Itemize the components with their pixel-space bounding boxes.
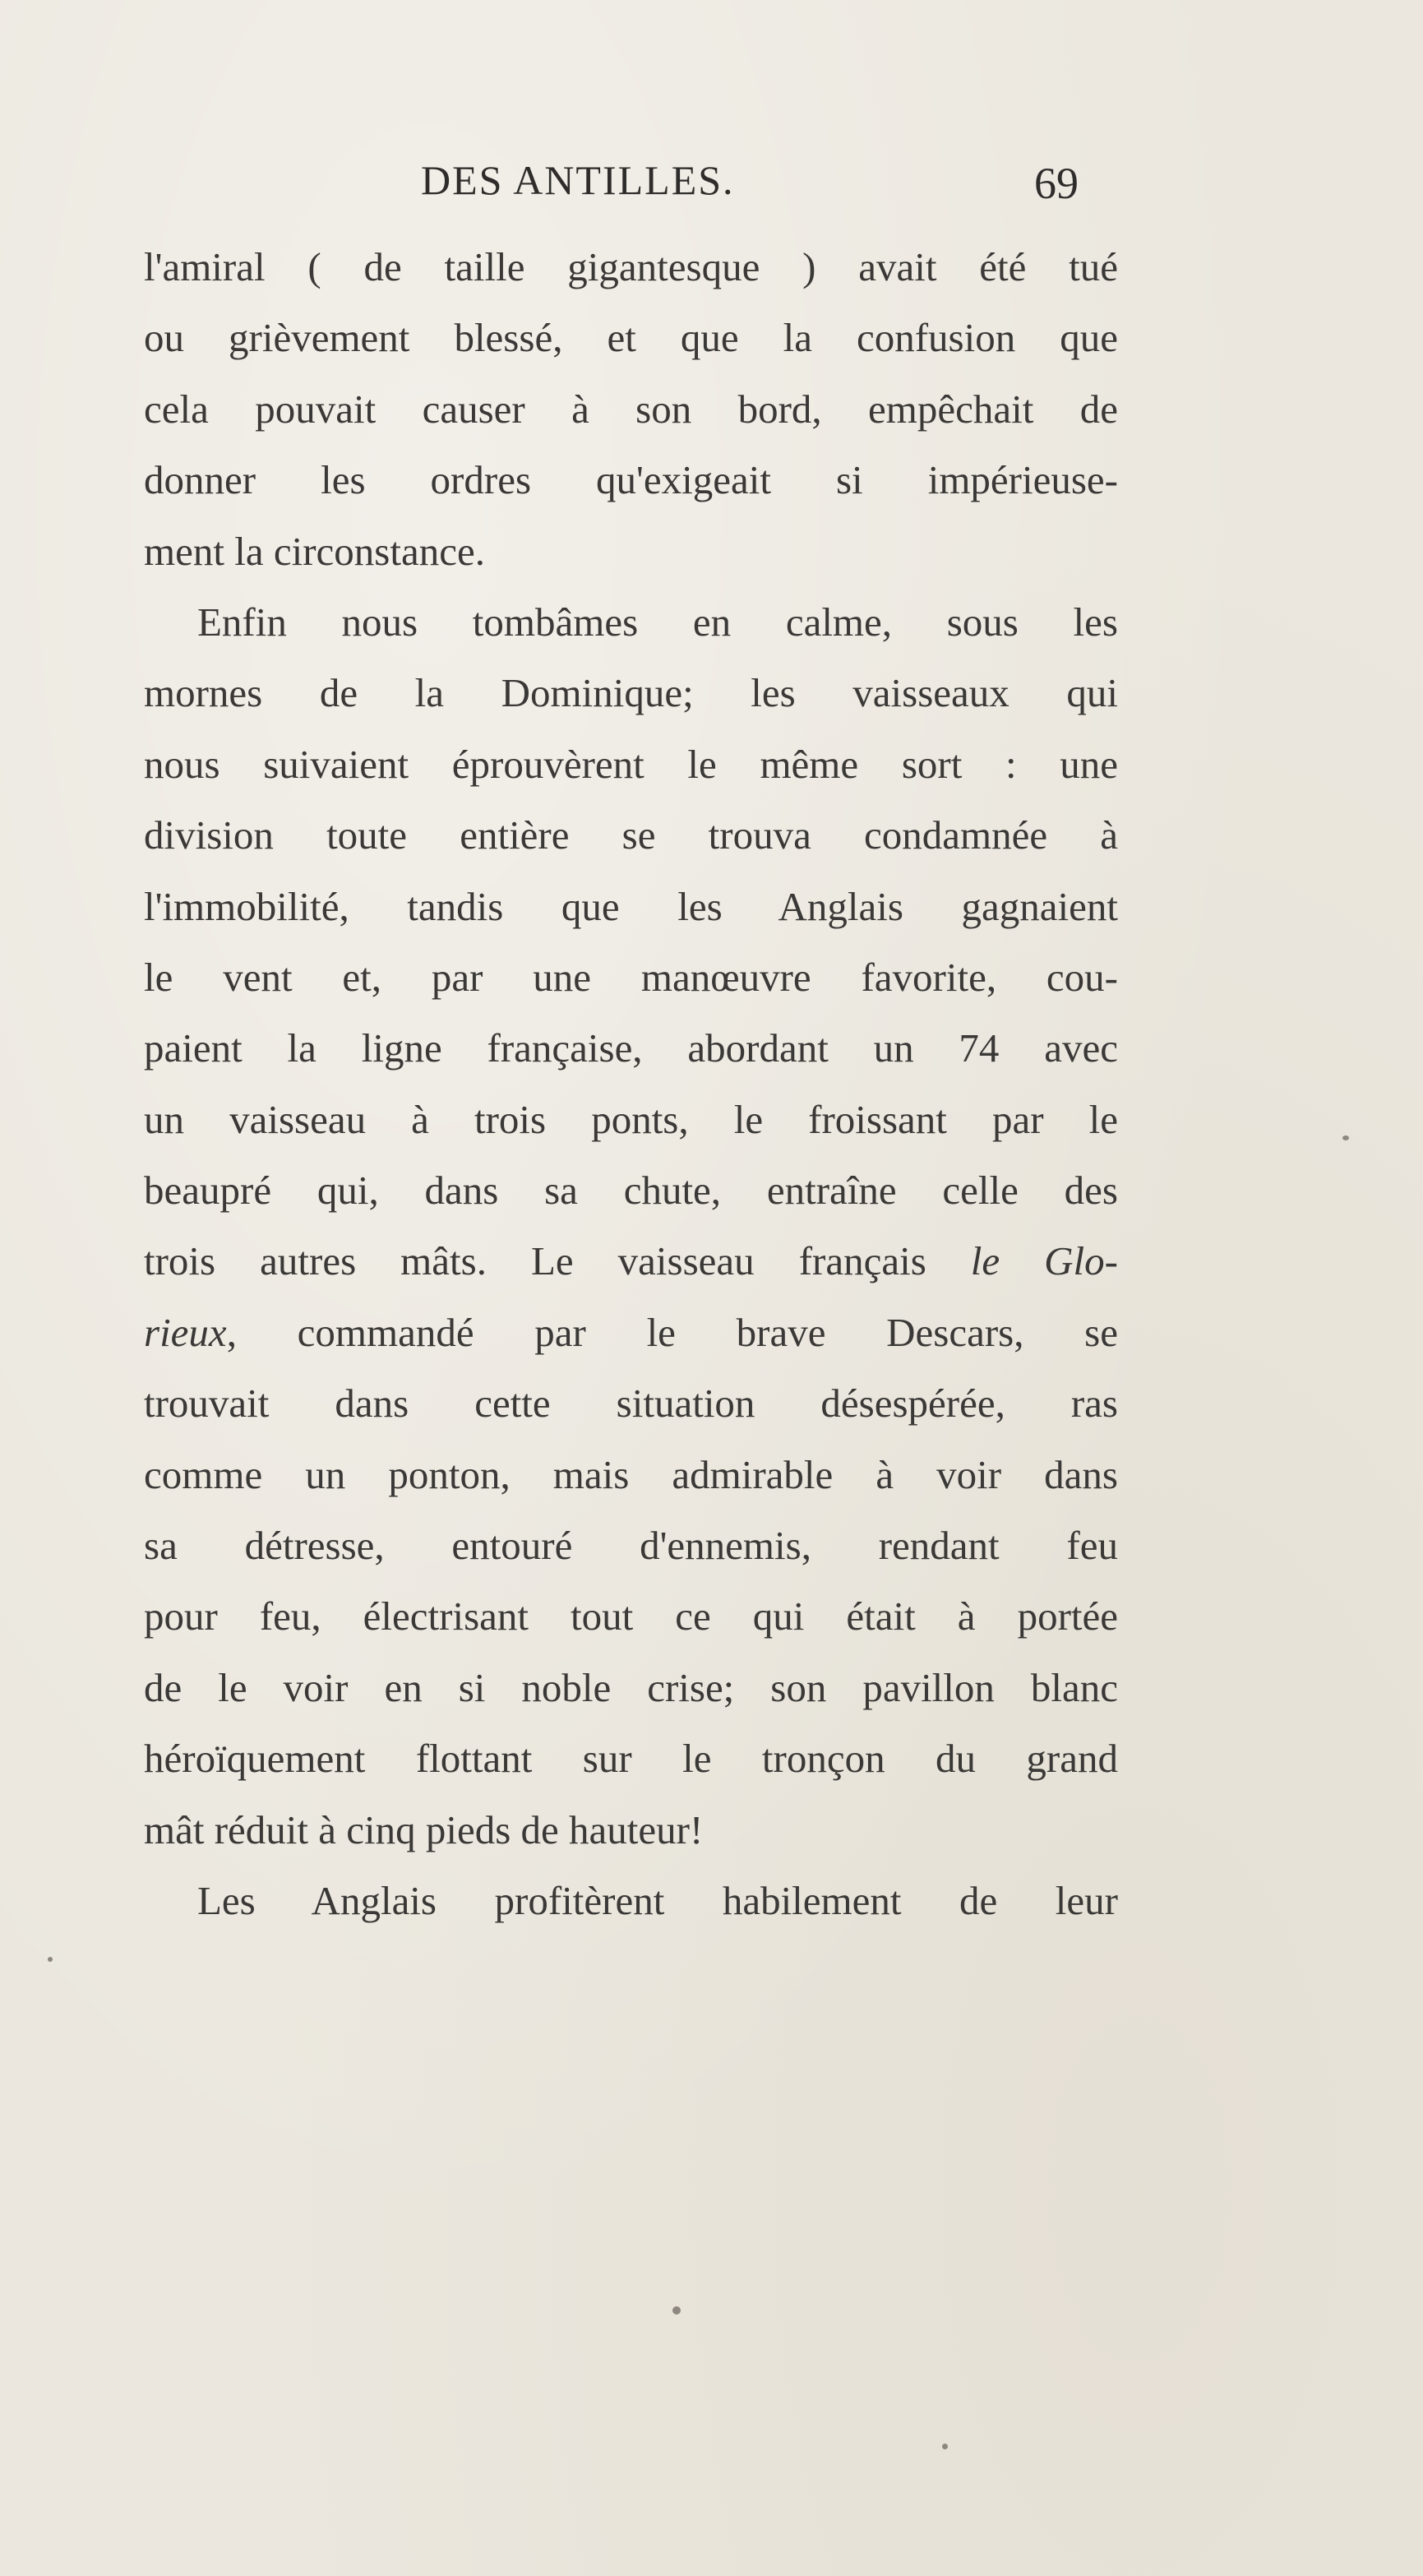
paper-speck bbox=[672, 2306, 681, 2315]
italic-ship-name: le Glo- bbox=[970, 1238, 1118, 1284]
text-line: beaupré qui, dans sa chute, entraîne celle des bbox=[144, 1168, 1118, 1214]
text-line: le vent et, par une manœuvre favorite, cou- bbox=[144, 954, 1118, 1000]
text-line: héroïquement flottant sur le tronçon du grand bbox=[144, 1736, 1118, 1782]
text-line: Les Anglais profitèrent habilement de leur bbox=[197, 1877, 1118, 1923]
text-line: donner les ordres qu'exigeait si impérieuse- bbox=[144, 457, 1118, 503]
text-line: mornes de la Dominique; les vaisseaux qui bbox=[144, 670, 1118, 716]
text-line: pour feu, électrisant tout ce qui était à portée bbox=[144, 1593, 1118, 1639]
text-line: de le voir en si noble crise; son pavillon blanc bbox=[144, 1664, 1118, 1710]
text-line: ou grièvement blessé, et que la confusion que bbox=[144, 315, 1118, 361]
paper-speck bbox=[48, 1957, 53, 1962]
page-number: 69 bbox=[1034, 159, 1079, 208]
text-segment: , commandé par le brave Descars, se bbox=[226, 1309, 1118, 1355]
text-line: comme un ponton, mais admirable à voir dans bbox=[144, 1451, 1118, 1497]
paper-speck bbox=[942, 2444, 948, 2449]
text-line: cela pouvait causer à son bord, empêchait de bbox=[144, 386, 1118, 432]
text-line bbox=[144, 1297, 1118, 1368]
text-line: ment la circonstance. bbox=[144, 528, 485, 574]
running-head bbox=[0, 156, 1423, 214]
text-line: division toute entière se trouva condamnée à bbox=[144, 812, 1118, 858]
body-text bbox=[144, 232, 1118, 1936]
paper-speck bbox=[1342, 1135, 1349, 1140]
text-line: Enfin nous tombâmes en calme, sous les bbox=[197, 599, 1118, 645]
running-title: DES ANTILLES. bbox=[421, 157, 735, 203]
text-line: mât réduit à cinq pieds de hauteur! bbox=[144, 1806, 704, 1852]
text-line: sa détresse, entouré d'ennemis, rendant feu bbox=[144, 1523, 1118, 1569]
text-line: nous suivaient éprouvèrent le même sort : une bbox=[144, 741, 1118, 787]
text-line: l'amiral ( de taille gigantesque ) avait été tué bbox=[144, 244, 1118, 289]
text-segment: trois autres mâts. Le vaisseau français bbox=[144, 1238, 971, 1284]
text-line: un vaisseau à trois ponts, le froissant par le bbox=[144, 1096, 1118, 1142]
text-line: paient la ligne française, abordant un 74 avec bbox=[144, 1025, 1118, 1071]
text-line bbox=[144, 1226, 1118, 1297]
text-line: trouvait dans cette situation désespérée, ras bbox=[144, 1380, 1118, 1427]
text-line: l'immobilité, tandis que les Anglais gagnaient bbox=[144, 883, 1118, 929]
italic-ship-name: rieux bbox=[144, 1309, 227, 1355]
